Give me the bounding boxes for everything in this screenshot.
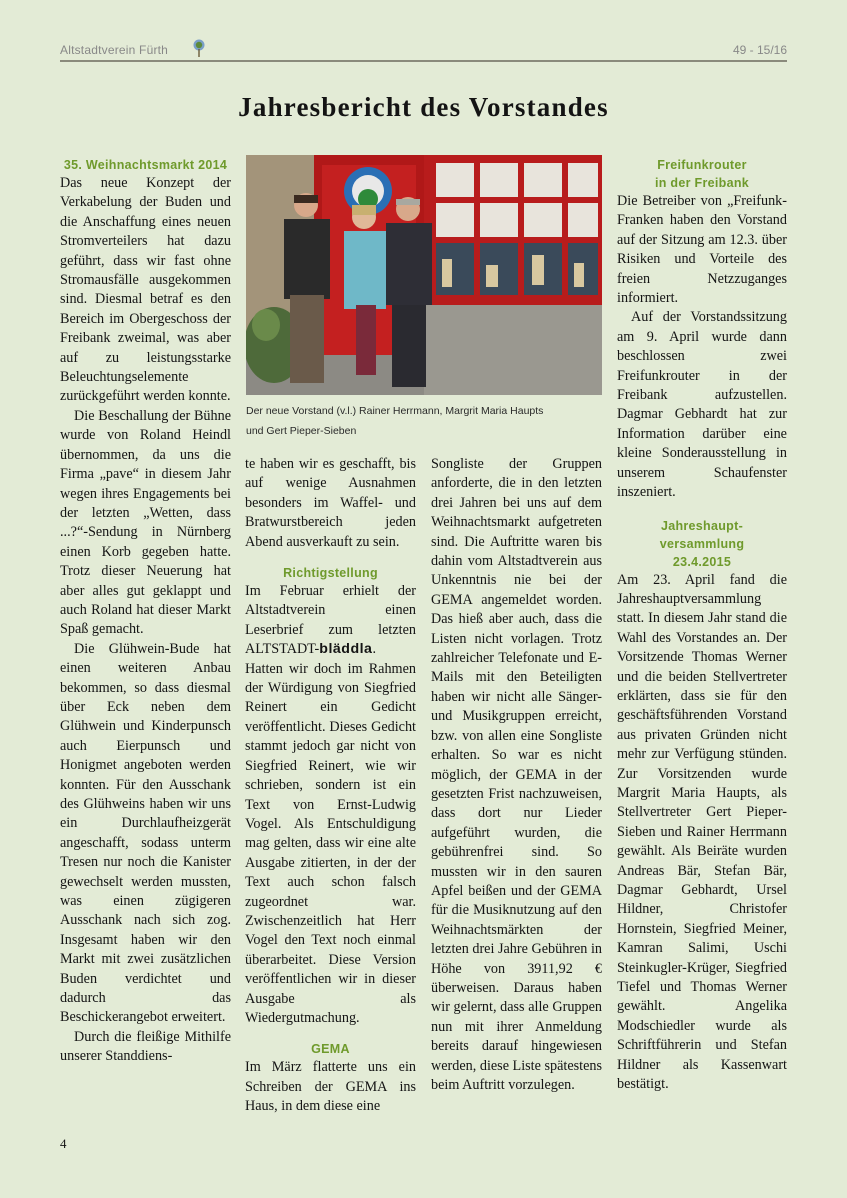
tree-logo-icon [192, 39, 206, 57]
association-name: Altstadtverein Fürth [60, 43, 169, 57]
text-run: Im Februar erhielt der Altstadtverein einen Leserbrief zum letzten ALTSTADT- [245, 583, 416, 658]
column-3 [431, 455, 602, 1095]
column-4 [617, 156, 787, 1094]
paragraph: Auf der Vorstandssitzung am 9. April wurde dann beschlossen zwei Freifunkrouter in der Freibank aufzustellen. Dagmar Gebhardt hat zur Information darüber eine kleine Sonderausstellung in unserem Schaufenster inszeniert. [617, 309, 787, 501]
heading-line: Freifunkrouter [657, 158, 747, 172]
heading-gema: GEMA [311, 1042, 350, 1057]
paragraph: Im März flatterte uns ein Schreiben der GEMA ins Haus, in dem diese eine [245, 1059, 416, 1115]
heading-richtigstellung: Richtigstellung [283, 566, 378, 581]
board-photo [246, 155, 602, 395]
heading-line: versammlung [659, 536, 745, 551]
column-1 [60, 156, 231, 1067]
photo-caption [246, 401, 602, 441]
text-run: . Hatten wir doch im Rahmen der Würdigung von Siegfried Reinert ein Gedicht veröffentlicht. Dieses Gedicht stammt jedoch gar nicht von Siegfried Reinert, wie wir schrieben, sondern ist ein Text von Ernst-Ludwig Vogel. Als Entschuldigung mag gelten, dass wir eine alte Ausgabe zitierten, in der der Text auch schon falsch zugeordnet war. Zwischenzeitlich hat Herr Vogel den Text noch einmal überarbeitet. Diese Version veröffentlichen wir in dieser Ausgabe als Wiedergutmachung. [245, 641, 416, 1026]
paragraph: Durch die fleißige Mithilfe unserer Standdiens- [60, 1028, 231, 1065]
heading-line: in der Freibank [654, 176, 750, 190]
issue-number: 49 - 15/16 [732, 43, 787, 57]
heading-line: Jahreshaupt- [660, 518, 744, 533]
page-number: 4 [60, 1136, 67, 1151]
magazine-name: bläddla [319, 641, 373, 658]
paragraph: Die Glühwein-Bude hat einen weiteren Anbau bekommen, so dass diesmal über Eck neben dem Glühwein und Kinderpunsch auch Eierpunsch und Honigmet angeboten werden konnten. Für den Ausschank des Glühweins haben wir uns ein Durchlaufheizgerät angeschafft, sodass unterm Tresen nur noch die Kanister gewechselt werden mussten, was einen zügigeren Ausschank nach sich zog. Insgesamt haben wir den Markt mit zwei zusätzlichen Buden verdichtet und dadurch das Beschickerangebot erweitert. [60, 640, 231, 1026]
paragraph: Die Beschallung der Bühne wurde von Roland Heindl übernommen, da uns die Firma „pave“ in diesem Jahr wegen ihres Engagements bei der letzten „Wetten, dass ...?“-Sendung in Nürnberg einen Korb gegeben hatte. Trotz dieser Neuerung hat aber alles gut geklappt und auch Roland hat dieser Markt Spaß gemacht. [60, 407, 231, 638]
paragraph [245, 582, 416, 1028]
heading-jahreshauptversammlung [617, 517, 787, 571]
photo-illustration [246, 155, 602, 395]
heading-freifunkrouter [617, 156, 787, 192]
column-2 [245, 455, 416, 1117]
caption-line: und Gert Pieper-Sieben [246, 425, 357, 437]
heading-weihnachtsmarkt: 35. Weihnachtsmarkt 2014 [63, 158, 228, 172]
caption-line: Der neue Vorstand (v.l.) Rainer Herrmann, Margrit Maria Haupts [246, 405, 544, 417]
paragraph: Am 23. April fand die Jahreshauptversammlung statt. In diesem Jahr stand die Wahl des Vorstandes an. Der Vorsitzende Thomas Werner und die beiden Stellvertreter erklärten, dass sie für den geschäftsführenden Vorstand aus privaten Gründen nicht mehr zur Verfügung stünden. Zur Vorsitzenden wurde Margrit Maria Haupts, als Stellvertreter Gert Pieper-Sieben und Rainer Herrmann gewählt. Als Beiräte wurden Andreas Bär, Stefan Bär, Dagmar Gebhardt, Ursel Hildner, Christofer Hornstein, Siegfried Meiner, Kamran Salimi, Uschi Steinkugler-Krüger, Siegfried Tiefel und Thomas Werner gewählt. Angelika Modschiedler wurde als Schriftführerin und Stefan Hildner als Kassenwart bestätigt. [617, 571, 787, 1093]
paragraph: Songliste der Gruppen anforderte, die in den letzten drei Jahren bei uns auf dem Weihnachtsmarkt aufgetreten sind. Die Auftritte waren bis dahin vom Altstadtverein aus Unkenntnis nie bei der GEMA angemeldet worden. Das hieß aber auch, dass die Listen nicht vorlagen. Trotz zahlreicher Telefonate und E-Mails mit den Beteiligten haben wir nicht alle Sänger- und Musikgruppen erreicht, bzw. von allen eine Songliste erhalten. So war es nicht möglich, der GEMA in der gesetzten Frist nachzuweisen, dass dort nur Lieder aufgeführt wurden, die gebührenfrei sind. So mussten wir in den sauren Apfel beißen und der GEMA für die Musiknutzung auf den Weihnachtsmärkten der letzten drei Jahre Gebühren in Höhe von 3911,92 € überweisen. Daraus haben wir gelernt, dass alle Gruppen nun mit ihrer Anmeldung bereits darauf hingewiesen werden, diese Liste spätestens beim Auftritt vorzulegen. [431, 456, 602, 1093]
paragraph: te haben wir es geschafft, bis auf wenige Ausnahmen besonders im Waffel- und Bratwurstbereich jeden Abend ausverkauft zu sein. [245, 456, 416, 550]
heading-line: 23.4.2015 [672, 554, 732, 569]
paragraph: Die Betreiber von „Freifunk-Franken haben den Vorstand auf der Sitzung am 12.3. über Risiken und Vorteile des freien Netzzuganges informiert. [617, 193, 787, 307]
paragraph: Das neue Konzept der Verkabelung der Buden und die Anschaffung eines neuen Stromverteilers hat dazu geführt, dass wir fast ohne Stromausfälle ausgekommen sind. Diesmal betraf es den Bereich im Obergeschoss der Freibank zweimal, was aber auf zu leistungsstarke Beleuchtungselemente zurückgeführt werden konnte. [60, 175, 231, 405]
page-title: Jahresbericht des Vorstandes [238, 92, 609, 122]
running-header [60, 38, 787, 62]
